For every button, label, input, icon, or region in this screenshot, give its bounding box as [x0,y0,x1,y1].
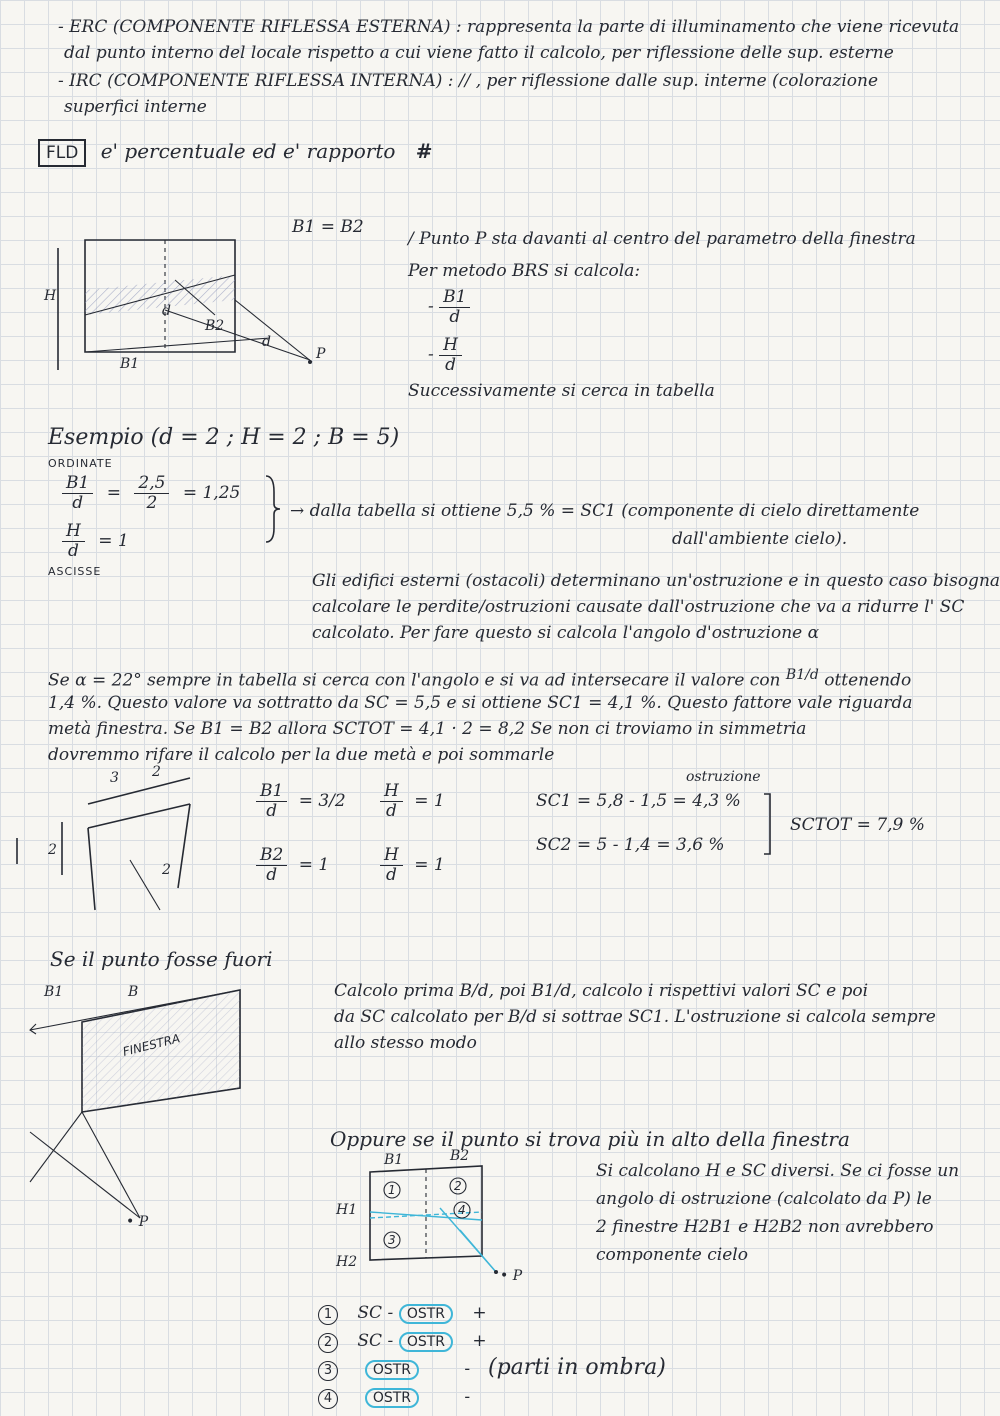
example-result-continued: dall'ambiente cielo). [672,529,848,549]
ratio-b1-d: $\frac{B1}{d}$ = 3/2 [256,782,346,820]
method-item-1: - $\frac{B1}{d}$ [428,288,470,326]
example-fraction-h: $\frac{H}{d}$ = 1 [62,522,129,560]
quadrant-3-marker [384,1232,400,1248]
label-p: P [316,346,326,362]
sctot: SCTOT = 7,9 % [790,815,925,835]
quadrant-list [318,1304,487,1416]
center-text-4: componente cielo [596,1245,748,1265]
table-lookup: Successivamente si cerca in tabella [408,381,715,401]
center-h2: H2 [336,1254,358,1270]
svg-text:4: 4 [458,1203,466,1217]
example-fraction-b1: $\frac{B1}{d}$ = $\frac{2,5}{2}$ = 1,25 [62,474,240,512]
quadrant-row-3: 3 OSTR - [318,1360,487,1388]
alpha-line-3: metà finestra. Se B1 = B2 allora SCTOT = 4,1 · 2 = 8,2 Se non ci troviamo in simmetria [48,719,807,739]
brace [262,474,282,544]
ordinate-label: ORDINATE [48,457,113,470]
irc-definition-continued: superfici interne [64,97,207,117]
outside-text-2: da SC calcolato per B/d si sottrae SC1. L'ostruzione si calcola sempre [334,1007,936,1027]
outside-b1: B1 [44,984,64,1000]
method-item-2: - $\frac{H}{d}$ [428,336,462,374]
shadow-note: (parti in ombra) [488,1355,666,1380]
svg-text:3: 3 [388,1233,396,1247]
margin-mark [14,838,20,868]
outside-b: B [128,984,139,1000]
fld-box: FLD [38,139,86,167]
fld-symbol: # [415,139,433,163]
sc2-calc: SC2 = 5 - 1,4 = 3,6 % [536,835,725,855]
obstruction-p3: calcolato. Per fare questo si calcola l'angolo d'ostruzione α [312,623,820,643]
window-label: FINESTRA [121,1031,182,1059]
center-text-1: Si calcolano H e SC diversi. Se ci fosse un [596,1161,960,1181]
center-h1: H1 [336,1202,358,1218]
label-d: d [162,303,171,319]
label-dd: d [262,334,271,350]
ratio-h-d-1: $\frac{H}{d}$ = 1 [380,782,445,820]
fig2-diag-2: 2 [162,862,171,878]
bracket [762,792,774,856]
sc1-calc: SC1 = 5,8 - 1,5 = 4,3 % [536,791,741,811]
outside-title: Se il punto fosse fuori [50,947,273,971]
fig2-side-2: 2 [48,842,57,858]
center-p: • P [500,1268,523,1284]
label-h: H [44,288,57,304]
method-line: Per metodo BRS si calcola: [408,261,641,281]
obstruction-p2: calcolare le perdite/ostruzioni causate dall'ostruzione che va a ridurre l' SC [312,597,965,617]
outside-text-1: Calcolo prima B/d, poi B1/d, calcolo i rispettivi valori SC e poi [334,981,869,1001]
split-window-diagram [40,764,240,910]
label-b2: B2 [205,318,225,334]
point-note: / Punto P sta davanti al centro del parametro della finestra [408,229,916,249]
ascisse-label: ASCISSE [48,565,102,578]
fld-text: e' percentuale ed e' rapporto [100,139,396,163]
fld-line [38,140,433,163]
label-b1: B1 [120,356,140,372]
quadrant-1-marker [384,1182,400,1198]
quadrant-window-diagram [330,1148,530,1288]
ratio-b2-d: $\frac{B2}{d}$ = 1 [256,846,329,884]
svg-text:2: 2 [454,1179,462,1193]
example-result: → dalla tabella si ottiene 5,5 % = SC1 (componente di cielo direttamente [290,501,920,521]
outside-window-diagram [22,980,282,1230]
window-perspective-diagram [40,217,380,380]
center-title: Oppure se il punto si trova più in alto della finestra [330,1127,850,1151]
center-text-3: 2 finestre H2B1 e H2B2 non avrebbero [596,1217,934,1237]
quadrant-4-marker [454,1202,470,1218]
obstruction-p1: Gli edifici esterni (ostacoli) determinano un'ostruzione e in questo caso bisogna [312,571,1000,591]
quadrant-row-1: 1 SC - OSTR + [318,1304,487,1332]
fig2-top-2: 2 [152,764,161,780]
alpha-line-4: dovremmo rifare il calcolo per la due metà e poi sommarle [48,745,555,765]
quadrant-row-2: 2 SC - OSTR + [318,1332,487,1360]
fig2-top-3: 3 [110,770,119,786]
outside-text-3: allo stesso modo [334,1033,477,1053]
center-b1: B1 [384,1152,404,1168]
example-title: Esempio (d = 2 ; H = 2 ; B = 5) [48,425,400,450]
irc-definition: - IRC (COMPONENTE RIFLESSA INTERNA) : // , per riflessione dalle sup. interne (colorazione [58,71,879,91]
quadrant-2-marker [450,1178,466,1194]
center-text-2: angolo di ostruzione (calcolato da P) le [596,1189,932,1209]
alpha-line-1: Se α = 22° sempre in tabella si cerca con l'angolo e si va ad intersecare il valore con $^{B1/d}$ ottenendo [48,667,912,691]
erc-definition: - ERC (COMPONENTE RIFLESSA ESTERNA) : rappresenta la parte di illuminamento che viene ricevuta [58,17,960,37]
quadrant-row-4: 4 OSTR - [318,1388,487,1416]
ostruzione-label: ostruzione [686,769,761,785]
center-b2: B2 [450,1148,470,1164]
svg-text:1: 1 [388,1183,396,1197]
outside-p: • P [126,1214,149,1230]
erc-definition-continued: dal punto interno del locale rispetto a cui viene fatto il calcolo, per riflessione delle sup. esterne [64,43,894,63]
alpha-line-2: 1,4 %. Questo valore va sottratto da SC = 5,5 e si ottiene SC1 = 4,1 %. Questo fattore vale riguarda [48,693,913,713]
b-equal: B1 = B2 [292,217,364,237]
ratio-h-d-2: $\frac{H}{d}$ = 1 [380,846,445,884]
